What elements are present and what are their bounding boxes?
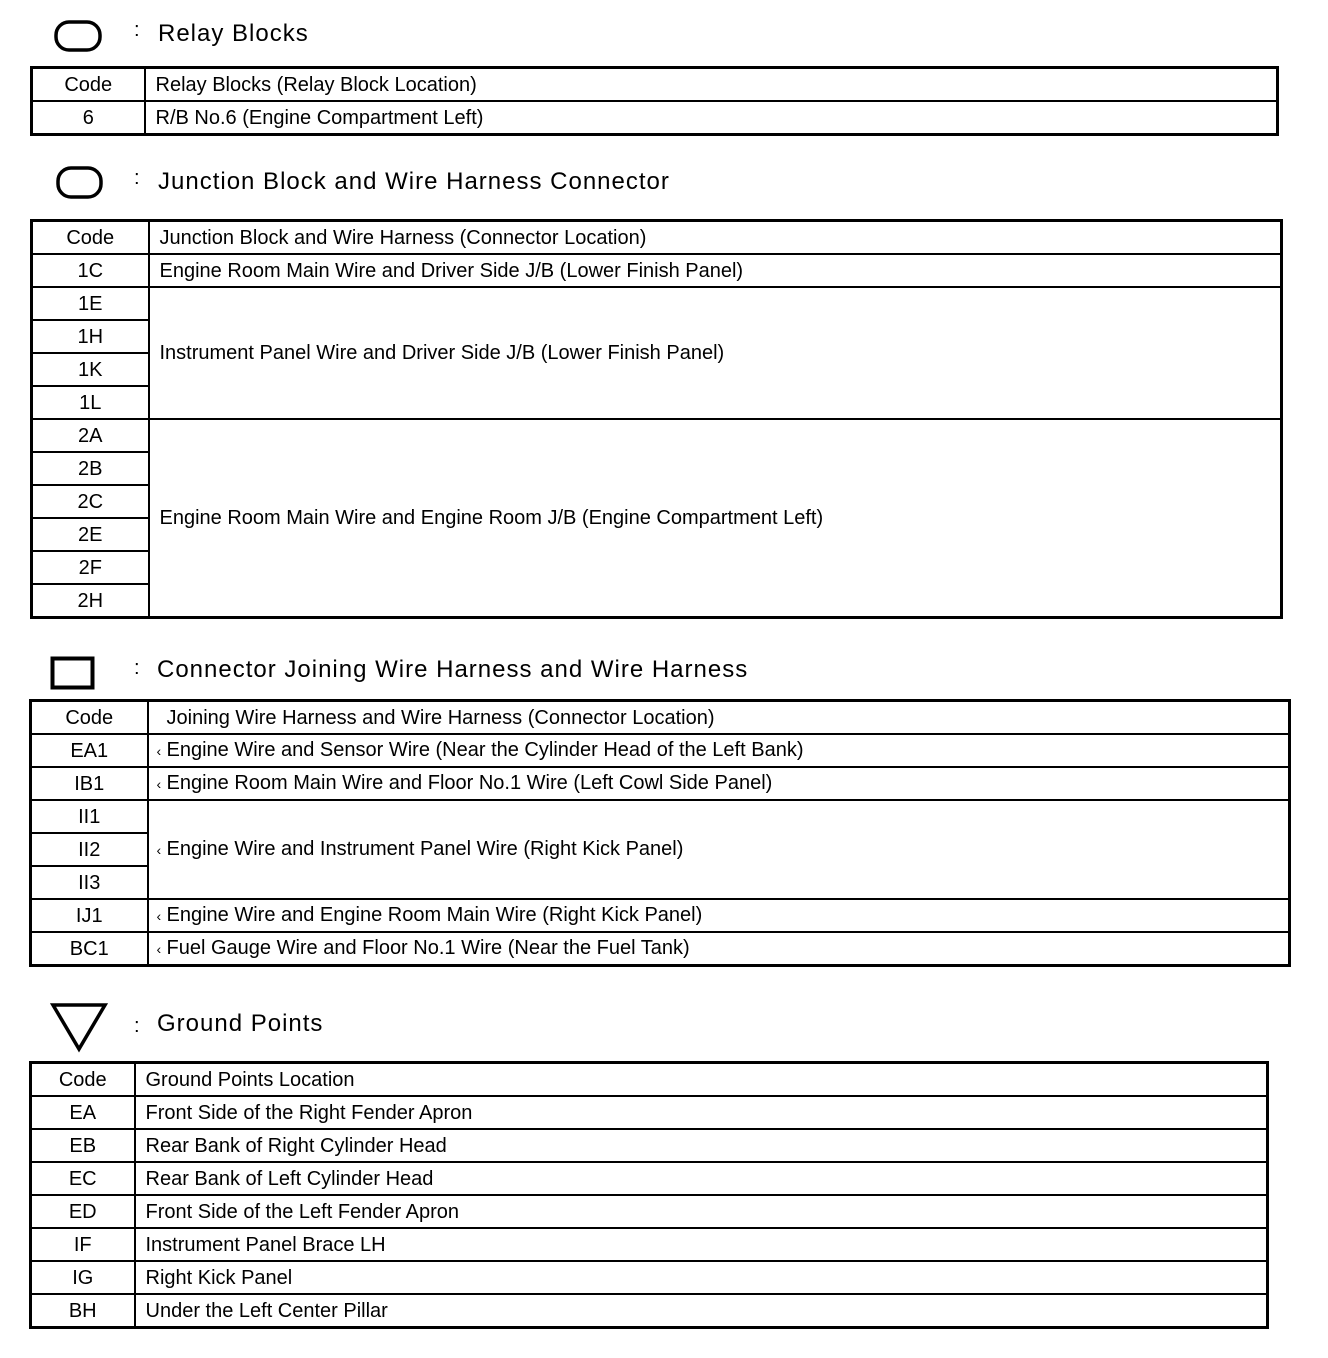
row-code: II2 bbox=[31, 833, 148, 866]
connector-table bbox=[29, 699, 1291, 967]
row-desc bbox=[148, 734, 1290, 767]
row-desc: Rear Bank of Right Cylinder Head bbox=[135, 1129, 1268, 1162]
row-desc bbox=[148, 800, 1290, 899]
row-code: 2A bbox=[32, 419, 149, 452]
table-header-row bbox=[31, 701, 1290, 735]
section-colon: : bbox=[134, 19, 140, 41]
section-title: Ground Points bbox=[157, 1010, 324, 1037]
row-desc bbox=[148, 932, 1290, 966]
row-code: BC1 bbox=[31, 932, 148, 966]
row-desc: Instrument Panel Wire and Driver Side J/B (Lower Finish Panel) bbox=[149, 287, 1282, 419]
row-desc bbox=[148, 767, 1290, 800]
row-code: EA bbox=[31, 1096, 135, 1129]
row-code: 1E bbox=[32, 287, 149, 320]
table-row bbox=[31, 899, 1290, 932]
row-code: 2H bbox=[32, 584, 149, 618]
table-row bbox=[31, 800, 1290, 833]
row-code: 2B bbox=[32, 452, 149, 485]
section-colon: : bbox=[134, 1015, 140, 1037]
row-desc: R/B No.6 (Engine Compartment Left) bbox=[145, 101, 1278, 135]
row-code: IB1 bbox=[31, 767, 148, 800]
row-code: II3 bbox=[31, 866, 148, 899]
section-relay-header bbox=[0, 14, 1328, 54]
header-desc: Joining Wire Harness and Wire Harness (Connector Location) bbox=[148, 701, 1290, 735]
table-header-row bbox=[32, 221, 1282, 255]
row-desc: Right Kick Panel bbox=[135, 1261, 1268, 1294]
table-row bbox=[31, 1294, 1268, 1328]
row-code: 2F bbox=[32, 551, 149, 584]
row-desc: Front Side of the Left Fender Apron bbox=[135, 1195, 1268, 1228]
section-ground-header bbox=[0, 1002, 1328, 1054]
row-desc bbox=[148, 899, 1290, 932]
relay-table bbox=[30, 66, 1279, 136]
row-desc-text: Engine Wire and Instrument Panel Wire (Right Kick Panel) bbox=[166, 838, 684, 861]
table-row bbox=[31, 1129, 1268, 1162]
table-header-row bbox=[32, 68, 1278, 102]
row-code: EC bbox=[31, 1162, 135, 1195]
row-code: 2E bbox=[32, 518, 149, 551]
row-code: 6 bbox=[32, 101, 145, 135]
tick-mark: ‹ bbox=[156, 940, 162, 957]
table-row bbox=[32, 254, 1282, 287]
row-code: BH bbox=[31, 1294, 135, 1328]
section-connector-header bbox=[0, 652, 1328, 692]
section-title: Junction Block and Wire Harness Connector bbox=[158, 168, 670, 195]
table-row bbox=[31, 932, 1290, 966]
header-desc: Relay Blocks (Relay Block Location) bbox=[145, 68, 1278, 102]
rounded-rect-icon bbox=[54, 20, 102, 52]
row-desc-text: Engine Room Main Wire and Floor No.1 Wire (Left Cowl Side Panel) bbox=[166, 772, 773, 795]
junction-table bbox=[30, 219, 1283, 619]
row-code: IJ1 bbox=[31, 899, 148, 932]
header-code: Code bbox=[32, 68, 145, 102]
table-row bbox=[31, 1261, 1268, 1294]
row-code: 2C bbox=[32, 485, 149, 518]
row-code: EB bbox=[31, 1129, 135, 1162]
table-row bbox=[32, 419, 1282, 452]
row-desc-text: Engine Wire and Engine Room Main Wire (Right Kick Panel) bbox=[166, 904, 703, 927]
table-row bbox=[31, 767, 1290, 800]
row-code: 1C bbox=[32, 254, 149, 287]
table-header-row bbox=[31, 1063, 1268, 1097]
row-code: II1 bbox=[31, 800, 148, 833]
row-desc: Rear Bank of Left Cylinder Head bbox=[135, 1162, 1268, 1195]
row-code: EA1 bbox=[31, 734, 148, 767]
table-row bbox=[32, 287, 1282, 320]
section-junction-header bbox=[0, 162, 1328, 202]
header-code: Code bbox=[31, 701, 148, 735]
header-desc: Junction Block and Wire Harness (Connector Location) bbox=[149, 221, 1282, 255]
header-desc: Ground Points Location bbox=[135, 1063, 1268, 1097]
tick-mark: ‹ bbox=[156, 742, 162, 759]
row-desc-text: Fuel Gauge Wire and Floor No.1 Wire (Near the Fuel Tank) bbox=[166, 937, 690, 960]
row-desc: Engine Room Main Wire and Engine Room J/B (Engine Compartment Left) bbox=[149, 419, 1282, 618]
header-code: Code bbox=[32, 221, 149, 255]
row-desc: Front Side of the Right Fender Apron bbox=[135, 1096, 1268, 1129]
section-colon: : bbox=[134, 657, 140, 679]
tick-mark: ‹ bbox=[156, 841, 162, 858]
table-row bbox=[31, 1228, 1268, 1261]
rounded-rect-icon bbox=[56, 166, 104, 200]
row-desc-text: Engine Wire and Sensor Wire (Near the Cylinder Head of the Left Bank) bbox=[166, 739, 804, 762]
row-code: 1H bbox=[32, 320, 149, 353]
ground-table bbox=[29, 1061, 1269, 1329]
row-code: 1K bbox=[32, 353, 149, 386]
table-row bbox=[31, 1162, 1268, 1195]
table-row bbox=[31, 1195, 1268, 1228]
triangle-down-icon bbox=[50, 1002, 108, 1054]
row-code: IF bbox=[31, 1228, 135, 1261]
row-desc: Engine Room Main Wire and Driver Side J/B (Lower Finish Panel) bbox=[149, 254, 1282, 287]
header-code: Code bbox=[31, 1063, 135, 1097]
row-code: IG bbox=[31, 1261, 135, 1294]
table-row bbox=[31, 734, 1290, 767]
section-title: Relay Blocks bbox=[158, 20, 309, 47]
row-code: 1L bbox=[32, 386, 149, 419]
section-colon: : bbox=[134, 167, 140, 189]
tick-mark: ‹ bbox=[156, 907, 162, 924]
square-icon bbox=[50, 656, 96, 692]
row-desc: Instrument Panel Brace LH bbox=[135, 1228, 1268, 1261]
table-row bbox=[32, 101, 1278, 135]
row-desc: Under the Left Center Pillar bbox=[135, 1294, 1268, 1328]
section-title: Connector Joining Wire Harness and Wire Harness bbox=[157, 656, 749, 683]
table-row bbox=[31, 1096, 1268, 1129]
tick-mark: ‹ bbox=[156, 775, 162, 792]
row-code: ED bbox=[31, 1195, 135, 1228]
